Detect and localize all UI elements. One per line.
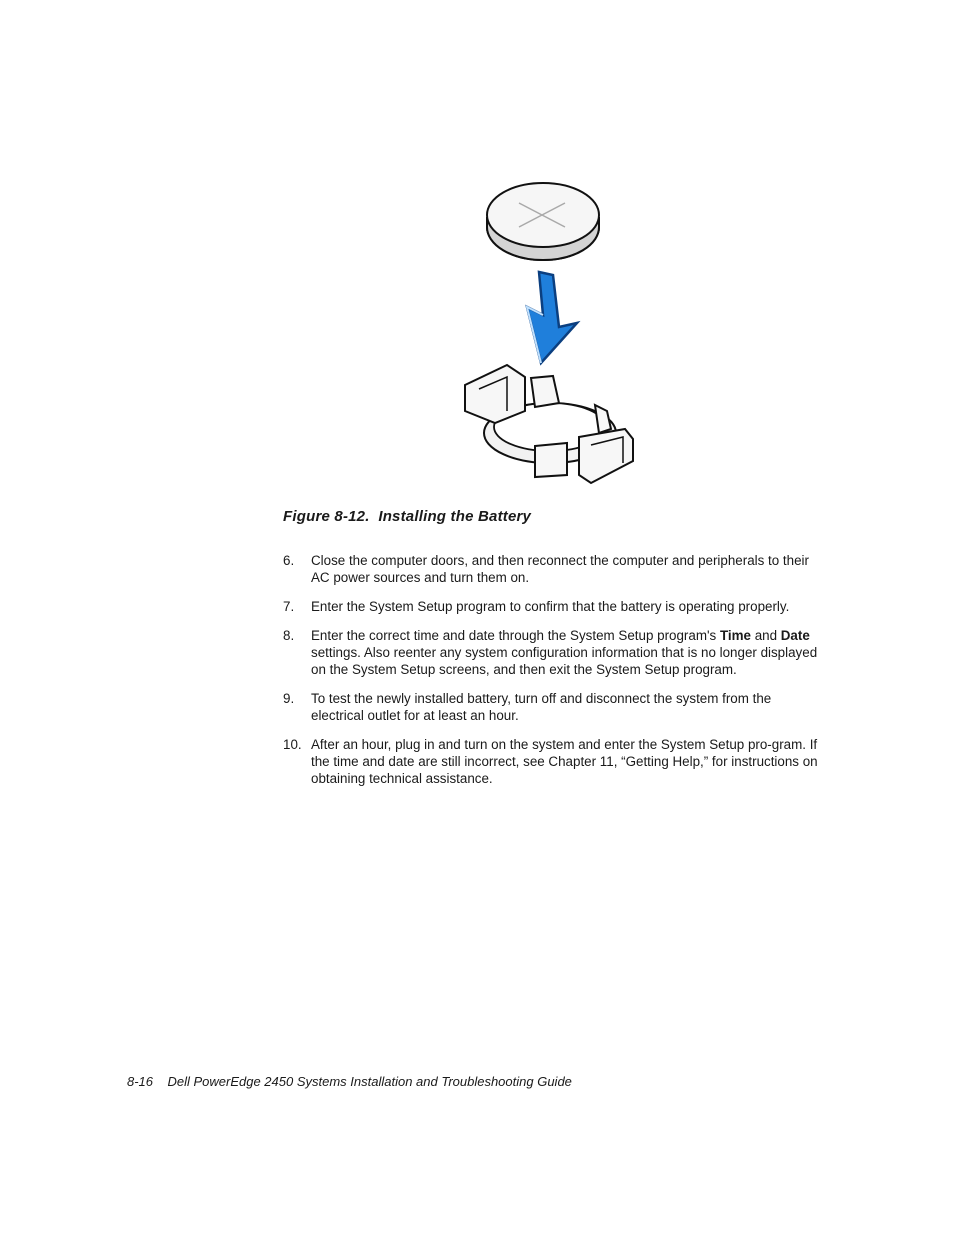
page-footer: 8-16 Dell PowerEdge 2450 Systems Installation and Troubleshooting Guide [127,1074,572,1089]
procedure-steps [283,552,823,799]
step-text: Close the computer doors, and then reconnect the computer and peripherals to their AC power sources and turn them on. [311,553,809,585]
list-item [283,627,823,678]
list-item [283,598,823,615]
step-number: 7. [283,599,295,614]
step-number: 9. [283,691,295,706]
list-item [283,690,823,724]
step-number: 6. [283,553,295,568]
date-setting-label: Date [780,628,810,643]
step-text: After an hour, plug in and turn on the system and enter the System Setup pro-gram. If the time and date are still incorrect, see Chapter 11, “Getting Help,” for instructions on obtaining technical assistance. [311,737,818,786]
time-setting-label: Time [719,628,751,643]
step-number: 10. [283,737,302,752]
step-text: Enter the System Setup program to confirm that the battery is operating properly. [311,599,790,614]
step-text-segment: and [750,628,781,643]
list-item [283,736,823,787]
install-direction-arrow-icon [527,272,577,363]
step-text [311,627,823,678]
figure-caption: Figure 8-12. Installing the Battery [283,508,532,525]
step-number: 8. [283,628,295,643]
list-item [283,552,823,586]
step-text-segment: Enter the correct time and date through the System Setup program's [311,628,720,643]
step-text-segment: settings. Also reenter any system configuration information that is no longer displayed on the System Setup screens, and then exit the System Setup program. [311,645,818,677]
battery-installation-illustration [455,175,645,495]
battery-socket-icon [465,365,633,483]
coin-battery-icon [487,183,599,260]
step-text: To test the newly installed battery, turn off and disconnect the system from the electrical outlet for at least an hour. [311,691,772,723]
